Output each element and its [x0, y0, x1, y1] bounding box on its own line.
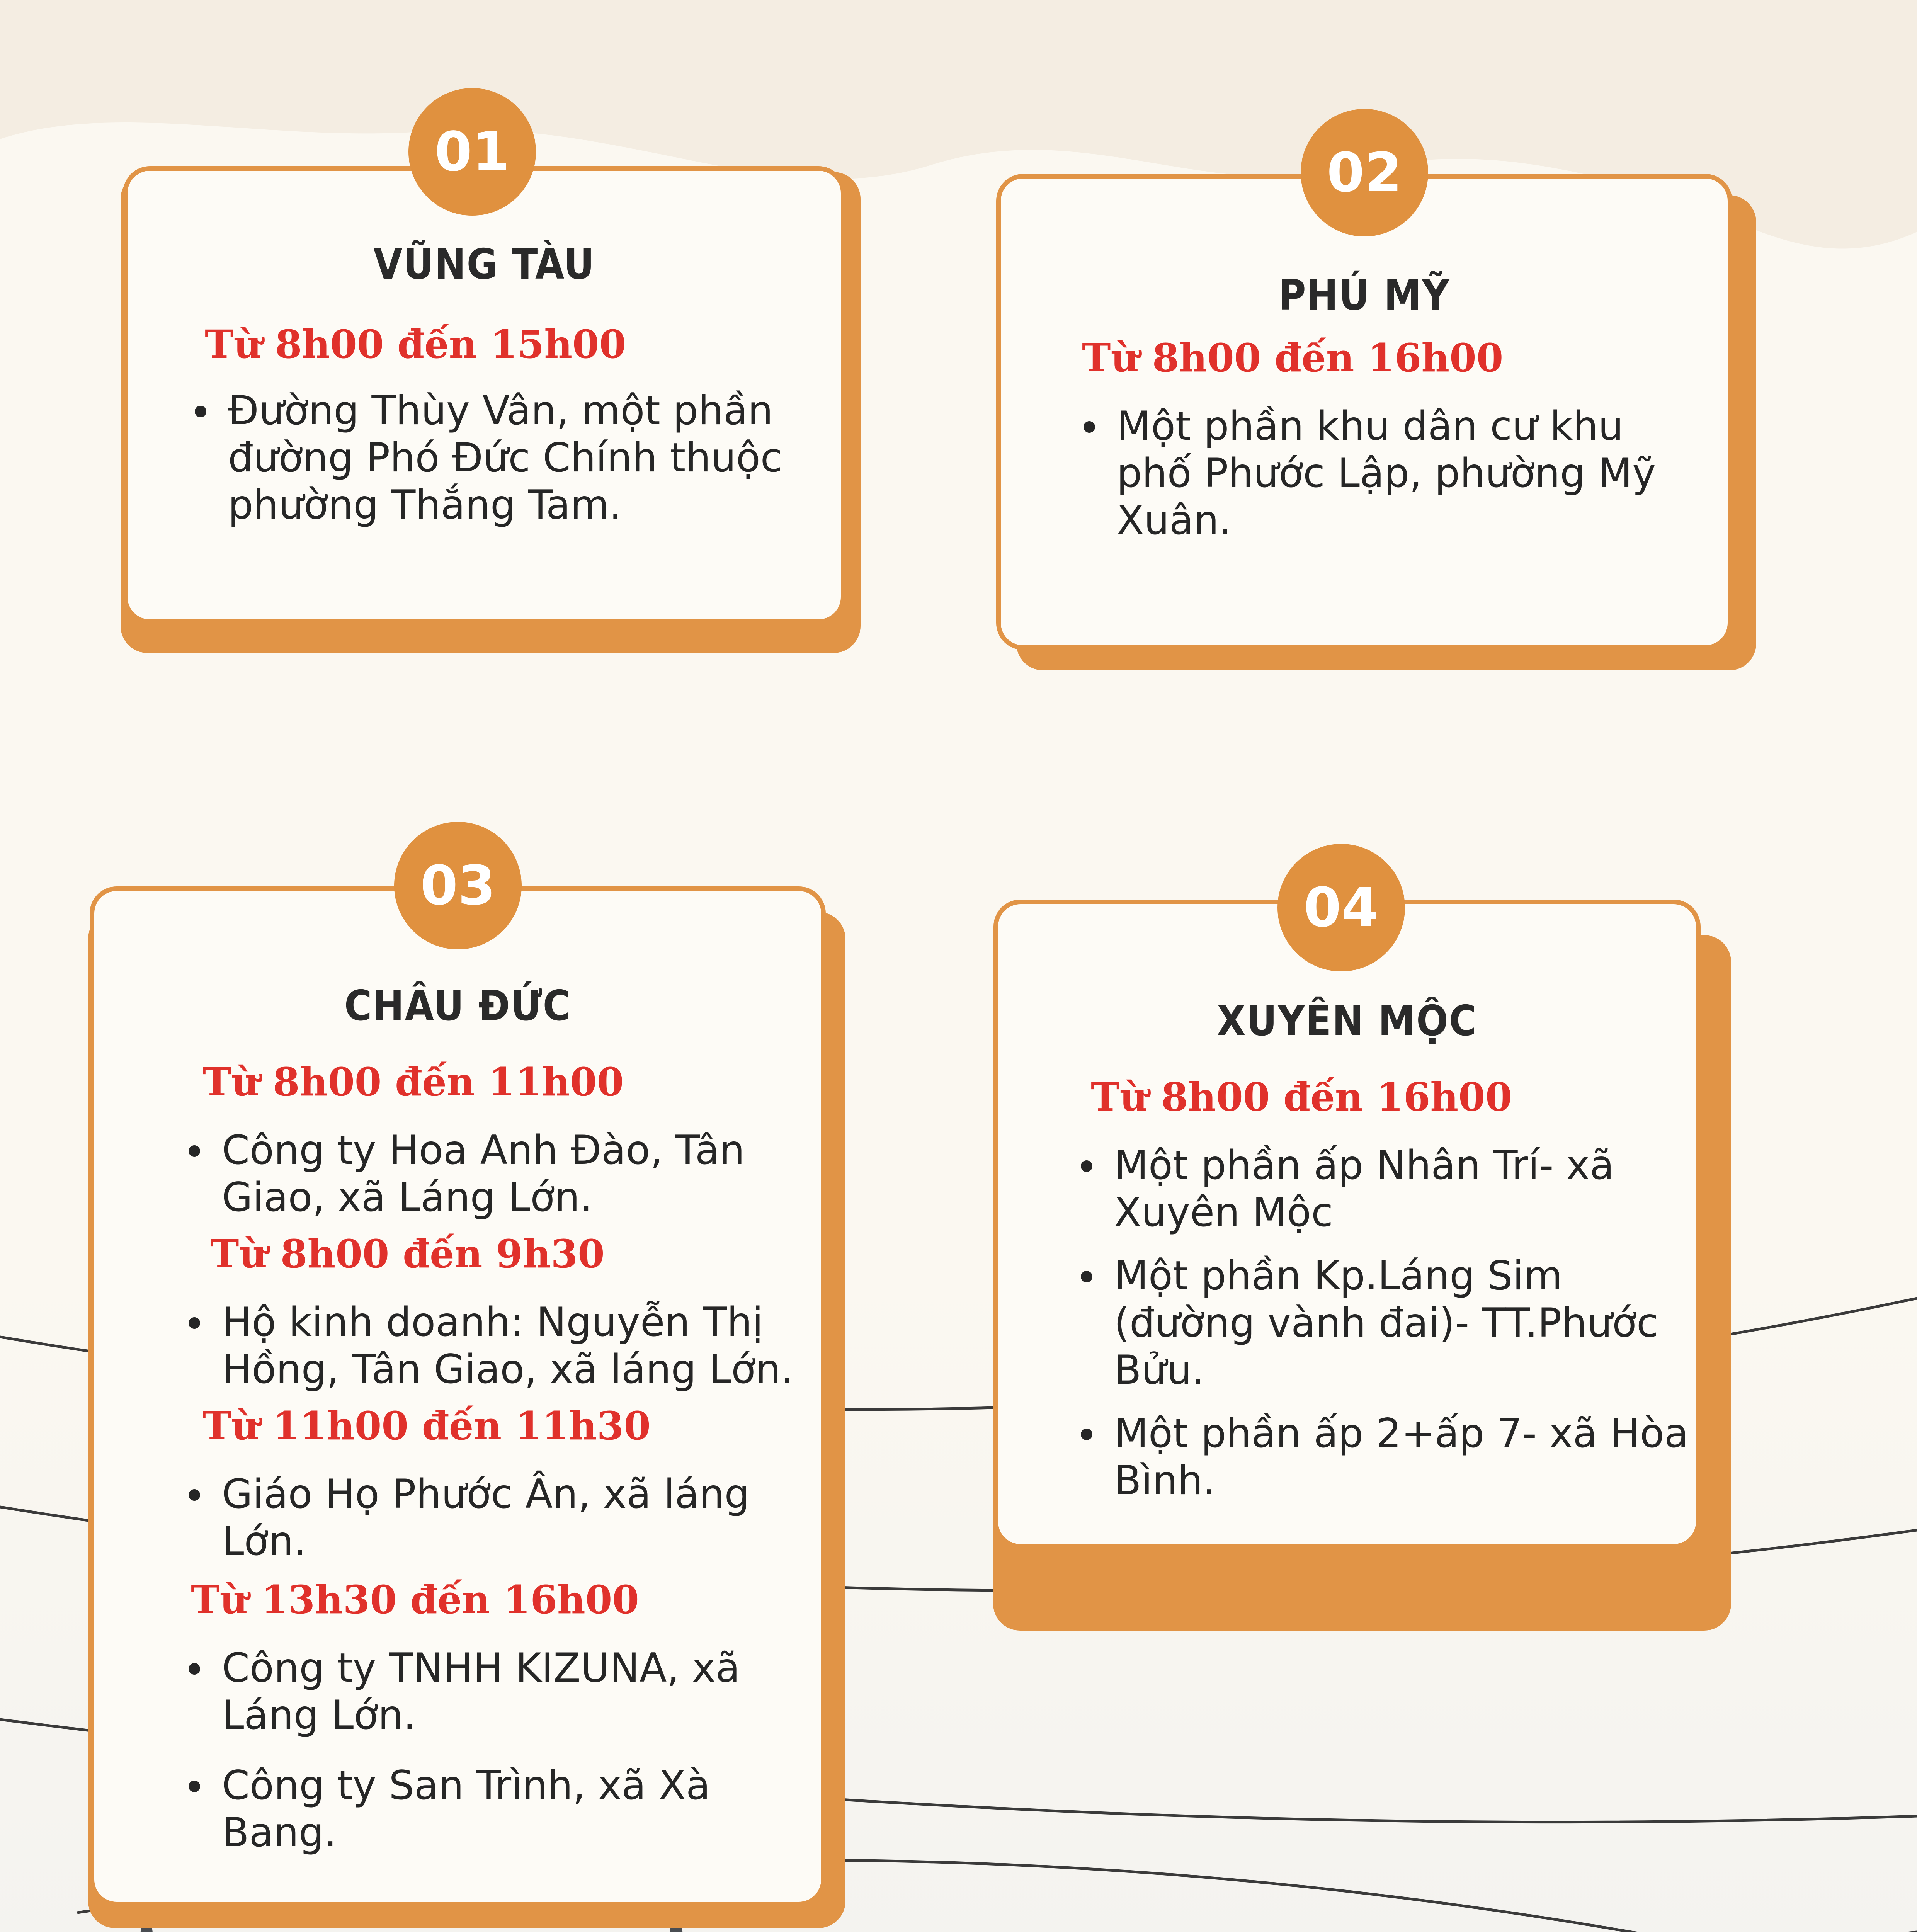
list-item: Một phần ấp 2+ấp 7- xã Hòa Bình.	[1075, 1410, 1694, 1504]
time-range: Từ 8h00 đến 16h00	[1091, 1074, 1512, 1120]
list-item: Đường Thùy Vân, một phần đường Phó Đức Chính thuộc phường Thắng Tam.	[189, 387, 808, 529]
list-item: Một phần Kp.Láng Sim (đường vành đai)- TT.Phước Bửu.	[1075, 1252, 1694, 1394]
list-item: Công ty Hoa Anh Đào, Tân Giao, xã Láng Lớn.	[183, 1127, 817, 1221]
badge-number: 04	[1277, 844, 1405, 971]
time-range: Từ 13h30 đến 16h00	[191, 1577, 639, 1622]
time-range: Từ 8h00 đến 11h00	[202, 1059, 624, 1105]
time-range: Từ 8h00 đến 9h30	[210, 1231, 605, 1277]
card-xuyen-moc	[993, 900, 1701, 1549]
list-item: Một phần khu dân cư khu phố Phước Lập, phường Mỹ Xuân.	[1078, 403, 1696, 544]
list-item: Một phần ấp Nhân Trí- xã Xuyên Mộc	[1075, 1142, 1694, 1236]
location-list	[183, 1645, 817, 1872]
card-title: XUYÊN MỘC	[1216, 997, 1478, 1045]
badge-number: 01	[408, 88, 536, 216]
time-range: Từ 11h00 đến 11h30	[202, 1403, 651, 1449]
card-vung-tau	[123, 166, 845, 624]
time-range: Từ 8h00 đến 16h00	[1082, 335, 1504, 381]
location-list	[189, 387, 808, 545]
location-list	[183, 1471, 817, 1581]
badge-number: 03	[394, 822, 522, 949]
location-list	[183, 1299, 817, 1409]
card-phu-my	[996, 174, 1732, 650]
time-range: Từ 8h00 đến 15h00	[205, 321, 626, 367]
card-title: CHÂU ĐỨC	[344, 982, 572, 1030]
list-item: Công ty San Trình, xã Xà Bang.	[183, 1762, 817, 1856]
list-item: Hộ kinh doanh: Nguyễn Thị Hồng, Tân Giao, xã láng Lớn.	[183, 1299, 817, 1393]
location-list	[1075, 1142, 1694, 1520]
list-item: Giáo Họ Phước Ân, xã láng Lớn.	[183, 1471, 817, 1565]
badge-number: 02	[1301, 109, 1428, 236]
location-list	[183, 1127, 817, 1237]
card-title: VŨNG TÀU	[373, 240, 595, 289]
location-list	[1078, 403, 1696, 560]
card-chau-duc	[90, 886, 826, 1906]
card-title: PHÚ MỸ	[1278, 271, 1450, 320]
list-item: Công ty TNHH KIZUNA, xã Láng Lớn.	[183, 1645, 817, 1739]
